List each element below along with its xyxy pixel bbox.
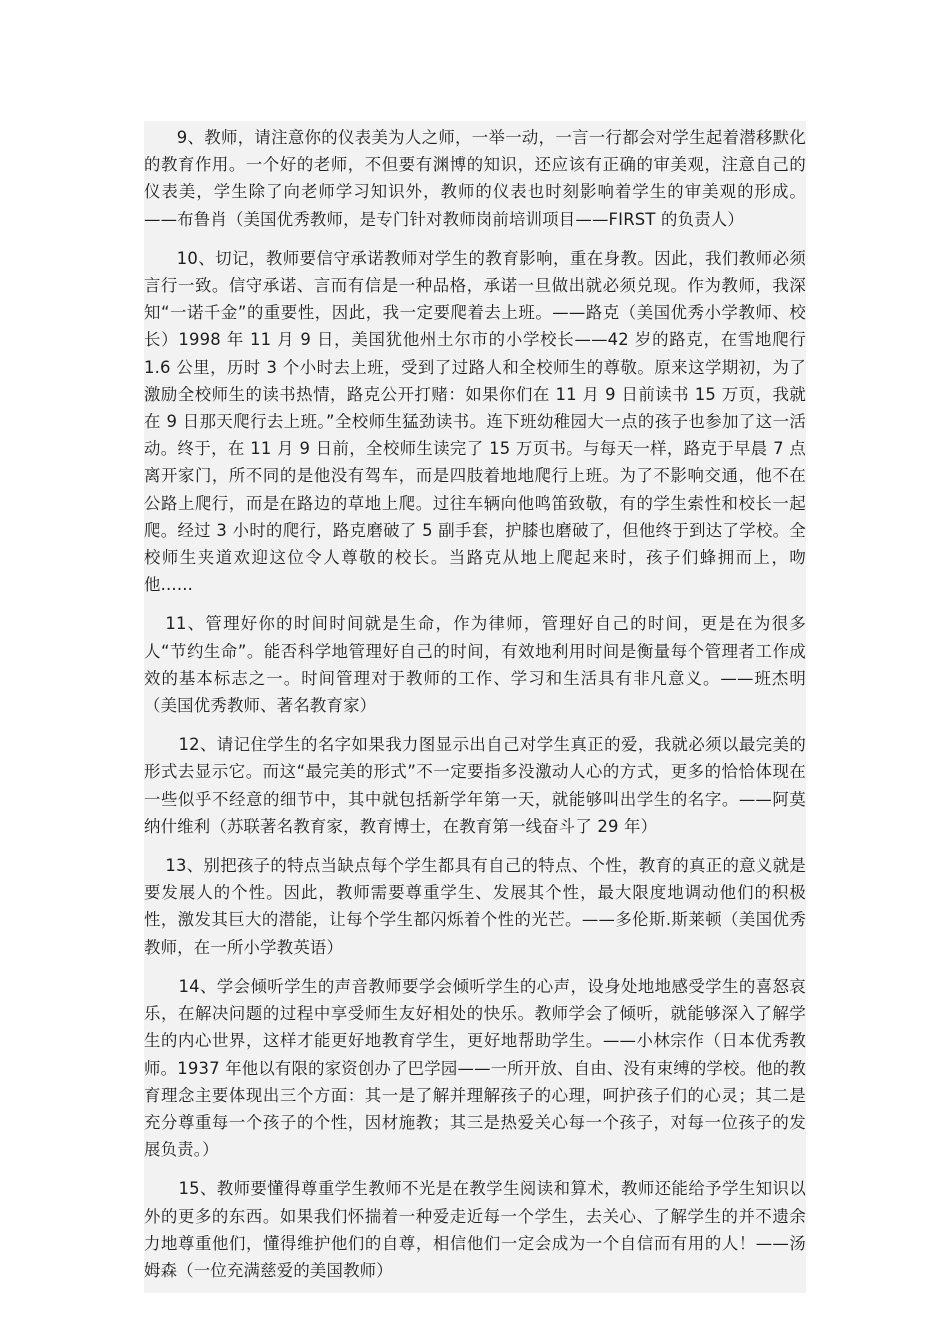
paragraph-10: 10、切记，教师要信守承诺教师对学生的教育影响，重在身教。因此，我们教师必须言行一致。信守承诺、言而有信是一种品格，承诺一旦做出就必须兑现。作为教师，我深知“一诺千金”的重要性，因此，我一定要爬着去上班。——路克（美国优秀小学教师、校长）1998 年 11 月 9 日，美国犹他州土尔市的小学校长——42 岁的路克，在雪地爬行 1.6 公里，历时 3 个小时去上班，受到了过路人和全校师生的尊敬。原来这学期初，为了激励全校师生的读书热情，路克公开打赌：如果你们在 11 月 9 日前读书 15 万页，我就在 9 日那天爬行去上班。”全校师生猛劲读书。连下班幼稚园大一点的孩子也参加了这一活动。终于，在 11 月 9 日前，全校师生读完了 15 万页书。与每天一样，路克于早晨 7 点离开家门，所不同的是他没有驾车，而是四肢着地地爬行上班。为了不影响交通，他不在公路上爬行，而是在路边的草地上爬。过往车辆向他鸣笛致敬，有的学生索性和校长一起爬。经过 3 小时的爬行，路克磨破了 5 副手套，护膝也磨破了，但他终于到达了学校。全校师生夹道欢迎这位令人尊敬的校长。当路克从地上爬起来时，孩子们蜂拥而上，吻他...... [144, 248, 806, 595]
text-block [144, 121, 806, 1293]
paragraph-11: 11、管理好你的时间时间就是生命，作为律师，管理好自己的时间，更是在为很多人“节约生命”。能否科学地管理好自己的时间，有效地利用时间是衡量每个管理者工作成效的基本标志之一。时间管理对于教师的工作、学习和生活具有非凡意义。——班杰明（美国优秀教师、著名教育家） [144, 614, 806, 716]
paragraph-12: 12、请记住学生的名字如果我力图显示出自己对学生真正的爱，我就必须以最完美的形式去显示它。而这“最完美的形式”不一定要指多没激动人心的方式，更多的恰恰体现在一些似乎不经意的细节中，其中就包括新学年第一天，就能够叫出学生的名字。——阿莫纳什维利（苏联著名教育家，教育博士，在教育第一线奋斗了 29 年） [144, 735, 806, 836]
paragraph-14: 14、学会倾听学生的声音教师要学会倾听学生的心声，设身处地地感受学生的喜怒哀乐，在解决问题的过程中享受师生友好相处的快乐。教师学会了倾听，就能够深入了解学生的内心世界，这样才能更好地教育学生，更好地帮助学生。——小林宗作（日本优秀教师。1937 年他以有限的家资创办了巴学园——一所开放、自由、没有束缚的学校。他的教育理念主要体现出三个方面：其一是了解并理解孩子的心理，呵护孩子们的心灵；其二是充分尊重每一个孩子的个性，因材施教；其三是热爱关心每一个孩子，对每一位孩子的发展负责。） [144, 976, 806, 1160]
paragraph-9: 9、教师，请注意你的仪表美为人之师，一举一动，一言一行都会对学生起着潜移默化的教育作用。一个好的老师，不但要有渊博的知识，还应该有正确的审美观，注意自己的仪表美，学生除了向老师学习知识外，教师的仪表也时刻影响着学生的审美观的形成。——布鲁肖（美国优秀教师，是专门针对教师岗前培训项目——FIRST 的负责人） [144, 128, 806, 229]
paragraph-15: 15、教师要懂得尊重学生教师不光是在教学生阅读和算术，教师还能给予学生知识以外的更多的东西。如果我们怀揣着一种爱走近每一个学生，去关心、了解学生的并不遗余力地尊重他们，懂得维护他们的自尊，相信他们一定会成为一个自信而有用的人！——汤姆森（一位充满慈爱的美国教师） [144, 1179, 806, 1280]
paragraph-13: 13、别把孩子的特点当缺点每个学生都具有自己的特点、个性，教育的真正的意义就是要发展人的个性。因此，教师需要尊重学生、发展其个性，最大限度地调动他们的积极性，激发其巨大的潜能，让每个学生都闪烁着个性的光芒。——多伦斯.斯莱顿（美国优秀教师，在一所小学教英语） [144, 856, 806, 957]
